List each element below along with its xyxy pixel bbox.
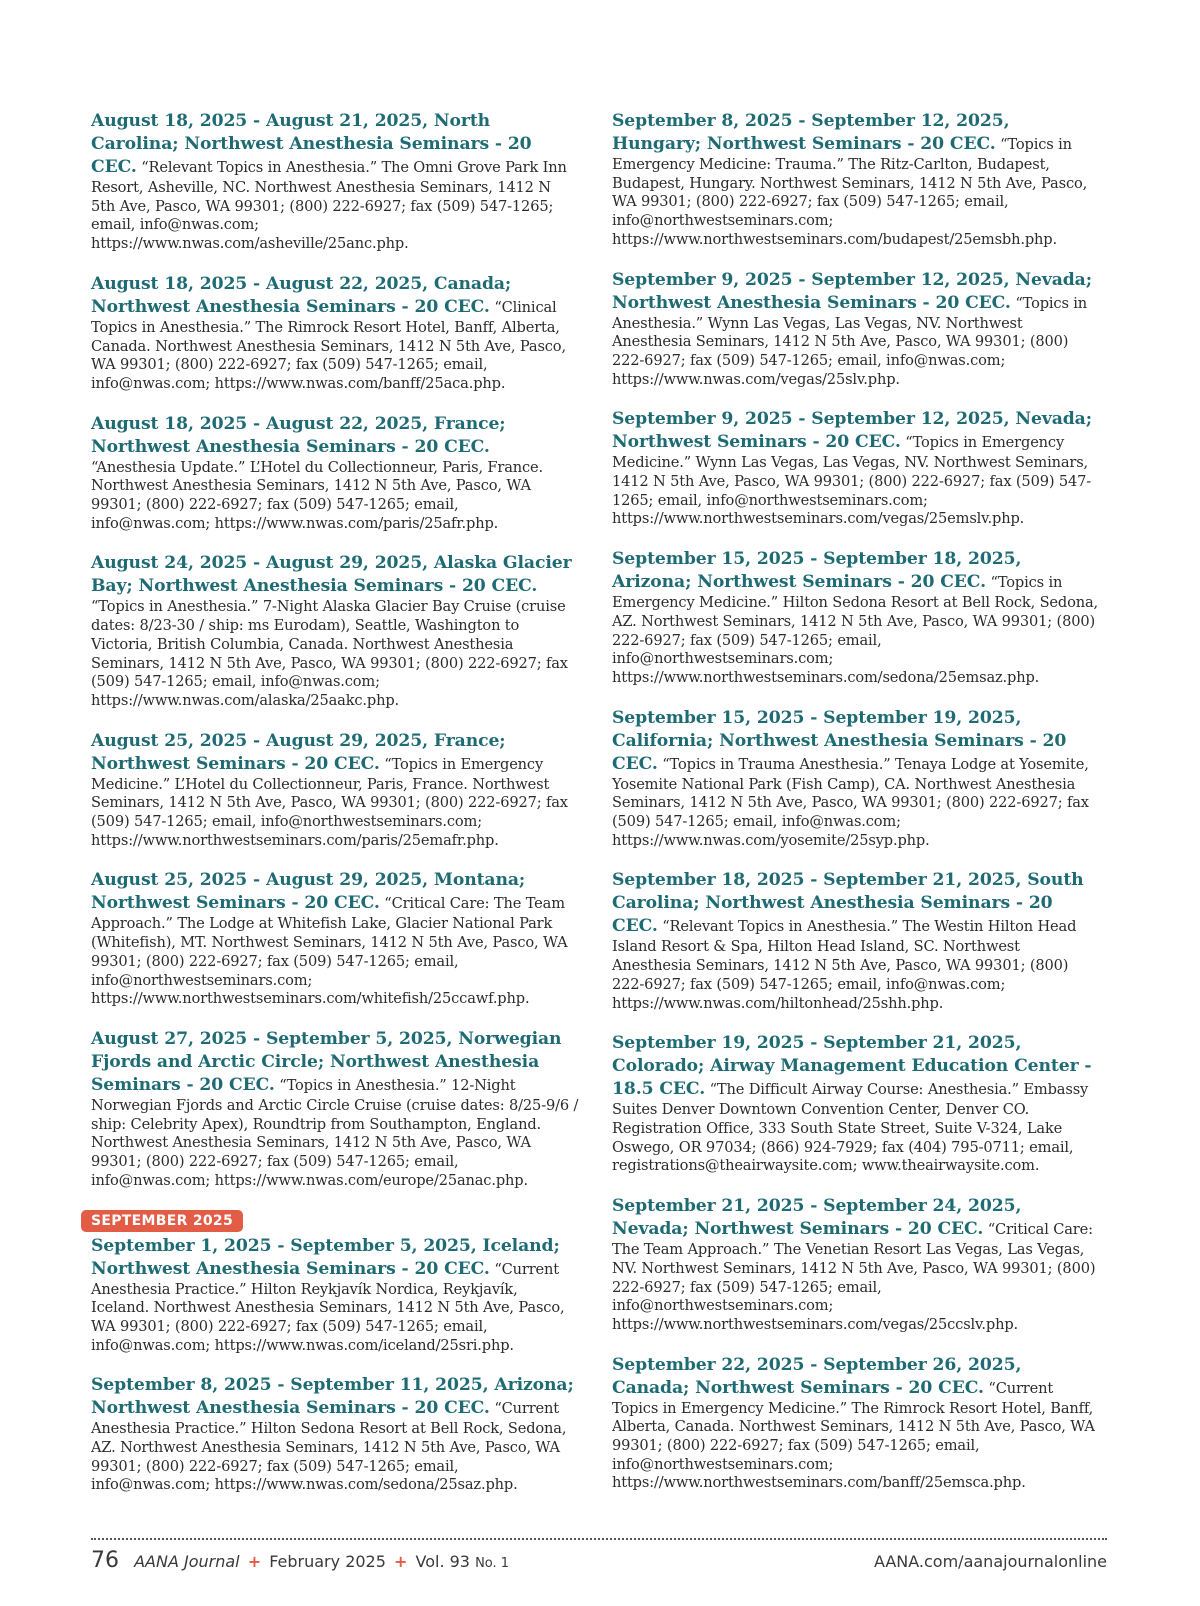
event-listing	[612, 548, 1100, 688]
journal-name: AANA Journal	[134, 1552, 240, 1571]
event-heading: September 22, 2025 - September 26, 2025, Canada; Northwest Seminars - 20 CEC.	[612, 1354, 1022, 1398]
right-entries-september	[612, 110, 1100, 1493]
event-heading: September 9, 2025 - September 12, 2025, Nevada; Northwest Seminars - 20 CEC.	[612, 409, 1092, 453]
section-label-september: SEPTEMBER 2025	[81, 1210, 243, 1232]
volume: Vol. 93	[415, 1552, 470, 1571]
event-listing	[91, 869, 579, 1009]
event-heading: August 18, 2025 - August 22, 2025, Canada; Northwest Anesthesia Seminars - 20 CEC.	[91, 273, 512, 317]
event-heading: September 15, 2025 - September 19, 2025, California; Northwest Anesthesia Seminars - 20 CEC.	[612, 707, 1067, 774]
event-heading: September 8, 2025 - September 11, 2025, Arizona; Northwest Anesthesia Seminars - 20 CEC.	[91, 1375, 574, 1419]
event-heading: August 18, 2025 - August 22, 2025, France; Northwest Anesthesia Seminars - 20 CEC.	[91, 413, 506, 457]
page-footer	[91, 1548, 1107, 1573]
event-heading: August 25, 2025 - August 29, 2025, Montana; Northwest Seminars - 20 CEC.	[91, 870, 526, 914]
event-listing	[612, 269, 1100, 390]
event-details: “Topics in Emergency Medicine: Trauma.” The Ritz-Carlton, Budapest, Budapest, Hungary. Northwest Seminars, 1412 N 5th Ave, Pasco, WA 99301; (800) 222-6927; fax (509) 547-1265; email, info@northwestseminars.com; https://www.northwestseminars.com/budapest/25emsbh.php.	[612, 136, 1088, 248]
event-details: “Anesthesia Update.” L’Hotel du Collectionneur, Paris, France. Northwest Anesthesia Seminars, 1412 N 5th Ave, Pasco, WA 99301; (800) 222-6927; fax (509) 547-1265; email, info@nwas.com; https://www.nwas.com/paris/25afr.php.	[91, 458, 544, 532]
event-details: “Topics in Trauma Anesthesia.” Tenaya Lodge at Yosemite, Yosemite National Park (Fish Camp), CA. Northwest Anesthesia Seminars, 1412 N 5th Ave, Pasco, WA 99301; (800) 222-6927; fax (509) 547-1265; email, info@nwas.com; https://www.nwas.com/yosemite/25syp.php.	[612, 755, 1089, 849]
page-number: 76	[91, 1548, 119, 1573]
journal-website-link[interactable]: AANA.com/aanajournalonline	[873, 1552, 1107, 1571]
event-listing	[612, 1354, 1100, 1494]
event-heading: August 27, 2025 - September 5, 2025, Norwegian Fjords and Arctic Circle; Northwest Anesthesia Seminars - 20 CEC.	[91, 1028, 562, 1095]
plus-separator: +	[247, 1552, 262, 1571]
left-entries-august	[91, 110, 579, 1191]
event-details: “Current Anesthesia Practice.” Hilton Reykjavík Nordica, Reykjavík, Iceland. Northwest Anesthesia Seminars, 1412 N 5th Ave, Pasco, WA 99301; (800) 222-6927; fax (509) 547-1265; email, info@nwas.com; https://www.nwas.com/iceland/25sri.php.	[91, 1260, 565, 1354]
event-listing	[91, 273, 579, 394]
event-listing	[91, 413, 579, 534]
event-heading: August 24, 2025 - August 29, 2025, Alaska Glacier Bay; Northwest Anesthesia Seminars - 20 CEC.	[91, 553, 572, 597]
event-details: “The Difficult Airway Course: Anesthesia.” Embassy Suites Denver Downtown Convention Center, Denver CO. Registration Office, 333 South State Street, Suite V-324, Lake Oswego, OR 97034; (866) 924-7929; fax (404) 795-0711; email, registrations@theairwaysite.com; www.theairwaysite.com.	[612, 1081, 1089, 1175]
footer-divider	[91, 1538, 1107, 1540]
event-listing	[612, 110, 1100, 250]
event-details: “Topics in Emergency Medicine.” Wynn Las Vegas, Las Vegas, NV. Northwest Seminars, 1412 N 5th Ave, Pasco, WA 99301; (800) 222-6927; fax (509) 547-1265; email, info@northwestseminars.com; https://www.northwestseminars.com/vegas/25emslv.php.	[612, 434, 1092, 528]
event-listing	[612, 1032, 1100, 1176]
event-listing	[91, 1374, 579, 1495]
event-heading: September 1, 2025 - September 5, 2025, Iceland; Northwest Anesthesia Seminars - 20 CEC.	[91, 1235, 560, 1279]
left-column	[91, 110, 579, 1514]
event-details: “Topics in Anesthesia.” Wynn Las Vegas, Las Vegas, NV. Northwest Anesthesia Seminars, 1412 N 5th Ave, Pasco, WA 99301; (800) 222-6927; fax (509) 547-1265; email, info@nwas.com; https://www.nwas.com/vegas/25slv.php.	[612, 294, 1088, 388]
event-heading: August 25, 2025 - August 29, 2025, France; Northwest Seminars - 20 CEC.	[91, 730, 506, 774]
event-details: “Relevant Topics in Anesthesia.” The Omni Grove Park Inn Resort, Asheville, NC. Northwest Anesthesia Seminars, 1412 N 5th Ave, Pasco, WA 99301; (800) 222-6927; fax (509) 547-1265; email, info@nwas.com; https://www.nwas.com/asheville/25anc.php.	[91, 159, 567, 253]
event-heading: September 9, 2025 - September 12, 2025, Nevada; Northwest Anesthesia Seminars - 20 CEC.	[612, 269, 1092, 313]
left-entries-september	[91, 1235, 579, 1496]
event-listing	[91, 1028, 579, 1191]
event-listing	[91, 730, 579, 851]
event-listing	[91, 110, 579, 254]
event-heading: August 18, 2025 - August 21, 2025, North Carolina; Northwest Anesthesia Seminars - 20 CEC.	[91, 111, 532, 177]
event-details: “Current Topics in Emergency Medicine.” The Rimrock Resort Hotel, Banff, Alberta, Canada. Northwest Seminars, 1412 N 5th Ave, Pasco, WA 99301; (800) 222-6927; fax (509) 547-1265; email, info@northwestseminars.com; https://www.northwestseminars.com/banff/25emsca.php.	[612, 1379, 1095, 1492]
event-heading: September 8, 2025 - September 12, 2025, Hungary; Northwest Seminars - 20 CEC.	[612, 111, 1010, 154]
event-heading: September 18, 2025 - September 21, 2025, South Carolina; Northwest Anesthesia Seminars - 20 CEC.	[612, 870, 1084, 937]
event-listing	[612, 408, 1100, 529]
event-details: “Critical Care: The Team Approach.” The Venetian Resort Las Vegas, Las Vegas, NV. Northwest Seminars, 1412 N 5th Ave, Pasco, WA 99301; (800) 222-6927; fax (509) 547-1265; email, info@northwestseminars.com; https://www.northwestseminars.com/vegas/25ccslv.php.	[612, 1221, 1096, 1333]
event-heading: September 21, 2025 - September 24, 2025, Nevada; Northwest Seminars - 20 CEC.	[612, 1196, 1022, 1240]
event-details: “Critical Care: The Team Approach.” The Lodge at Whitefish Lake, Glacier National Park (Whitefish), MT. Northwest Seminars, 1412 N 5th Ave, Pasco, WA 99301; (800) 222-6927; fax (509) 547-1265; email, info@northwestseminars.com; https://www.northwestseminars.com/whitefish/25ccawf.php.	[91, 895, 568, 1008]
event-heading: September 19, 2025 - September 21, 2025, Colorado; Airway Management Education Center - 18.5 CEC.	[612, 1033, 1092, 1100]
event-listing	[612, 869, 1100, 1013]
plus-separator: +	[394, 1552, 408, 1571]
event-details: “Topics in Emergency Medicine.” Hilton Sedona Resort at Bell Rock, Sedona, AZ. Northwest Seminars, 1412 N 5th Ave, Pasco, WA 99301; (800) 222-6927; fax (509) 547-1265; email, info@northwestseminars.com; https://www.northwestseminars.com/sedona/25emsaz.php.	[612, 574, 1099, 686]
event-listing	[612, 1195, 1100, 1335]
issue-number: No. 1	[475, 1556, 510, 1571]
event-details: “Relevant Topics in Anesthesia.” The Westin Hilton Head Island Resort & Spa, Hilton Head Island, SC. Northwest Anesthesia Seminars, 1412 N 5th Ave, Pasco, WA 99301; (800) 222-6927; fax (509) 547-1265; email, info@nwas.com; https://www.nwas.com/hiltonhead/25shh.php.	[612, 918, 1077, 1012]
event-details: “Current Anesthesia Practice.” Hilton Sedona Resort at Bell Rock, Sedona, AZ. Northwest Anesthesia Seminars, 1412 N 5th Ave, Pasco, WA 99301; (800) 222-6927; fax (509) 547-1265; email, info@nwas.com; https://www.nwas.com/sedona/25saz.php.	[91, 1400, 567, 1494]
event-listing	[91, 552, 579, 710]
event-details: “Clinical Topics in Anesthesia.” The Rimrock Resort Hotel, Banff, Alberta, Canada. Northwest Anesthesia Seminars, 1412 N 5th Ave, Pasco, WA 99301; (800) 222-6927; fax (509) 547-1265; email, info@nwas.com; https://www.nwas.com/banff/25aca.php.	[91, 298, 566, 392]
right-column	[612, 110, 1100, 1512]
event-details: “Topics in Anesthesia.” 12-Night Norwegian Fjords and Arctic Circle Cruise (cruise dates: 8/25-9/6 / ship: Celebrity Apex), Roundtrip from Southampton, England. Northwest Anesthesia Seminars, 1412 N 5th Ave, Pasco, WA 99301; (800) 222-6927; fax (509) 547-1265; email, info@nwas.com; https://www.nwas.com/europe/25anac.php.	[91, 1076, 579, 1189]
event-details: “Topics in Anesthesia.” 7-Night Alaska Glacier Bay Cruise (cruise dates: 8/23-30 / ship: ms Eurodam), Seattle, Washington to Victoria, British Columbia, Canada. Northwest Anesthesia Seminars, 1412 N 5th Ave, Pasco, WA 99301; (800) 222-6927; fax (509) 547-1265; email, info@nwas.com; https://www.nwas.com/alaska/25aakc.php.	[91, 598, 568, 709]
event-heading: September 15, 2025 - September 18, 2025, Arizona; Northwest Seminars - 20 CEC.	[612, 549, 1022, 593]
event-listing	[612, 707, 1100, 851]
event-details: “Topics in Emergency Medicine.” L’Hotel du Collectionneur, Paris, France. Northwest Seminars, 1412 N 5th Ave, Pasco, WA 99301; (800) 222-6927; fax (509) 547-1265; email, info@northwestseminars.com; https://www.northwestseminars.com/paris/25emafr.php.	[91, 755, 568, 849]
issue-date: February 2025	[269, 1552, 386, 1571]
event-listing	[91, 1235, 579, 1356]
